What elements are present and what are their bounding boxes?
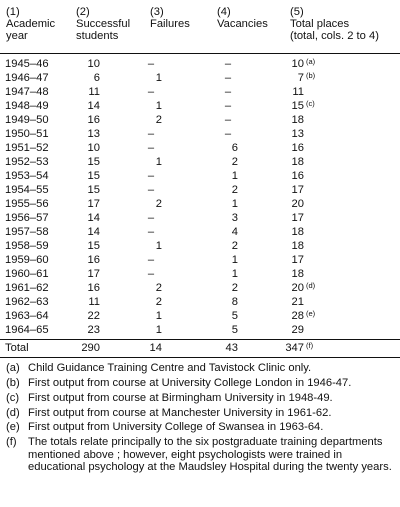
- total-row: [0, 342, 400, 354]
- table-row: [0, 212, 400, 224]
- header-num: (2): [76, 6, 90, 18]
- cell-year: 1951–52: [5, 142, 49, 154]
- cell-year: 1962–63: [5, 296, 49, 308]
- total-label: Total: [5, 342, 29, 354]
- table-row: [0, 170, 400, 182]
- header-line: Total places: [290, 18, 350, 30]
- cell-successful: 11: [88, 296, 100, 308]
- cell-year: 1959–60: [5, 254, 49, 266]
- total-footnote-marker: (f): [306, 341, 314, 350]
- cell-successful: 14: [87, 212, 100, 224]
- cell-total: 11: [292, 86, 304, 98]
- cell-vacancies: 2: [231, 282, 238, 294]
- cell-vacancies: –: [224, 100, 232, 112]
- cell-failures: 2: [155, 282, 162, 294]
- cell-total: 20: [291, 198, 304, 210]
- cell-year: 1947–48: [5, 86, 49, 98]
- cell-total: 21: [291, 296, 304, 308]
- cell-successful: 6: [93, 72, 100, 84]
- footnote-marker: (d): [306, 281, 316, 290]
- cell-failures: 1: [155, 156, 162, 168]
- table-row: [0, 282, 400, 294]
- cell-failures: 1: [155, 324, 162, 336]
- header-num: (5): [290, 6, 304, 18]
- cell-year: 1953–54: [5, 170, 49, 182]
- cell-vacancies: 1: [231, 198, 238, 210]
- cell-failures: –: [147, 142, 155, 154]
- cell-year: 1945–46: [5, 58, 49, 70]
- cell-vacancies: –: [224, 72, 232, 84]
- header-line: (total, cols. 2 to 4): [290, 30, 379, 42]
- cell-failures: –: [147, 58, 155, 70]
- header-line: students: [76, 30, 119, 42]
- cell-failures: –: [147, 170, 155, 182]
- cell-successful: 23: [87, 324, 100, 336]
- footnote-label: (c): [6, 392, 20, 404]
- cell-successful: 22: [87, 310, 100, 322]
- footnote-text: First output from course at University College London in 1946-47.: [28, 377, 352, 389]
- cell-year: 1948–49: [5, 100, 49, 112]
- total-rule-bottom: [0, 357, 400, 358]
- cell-year: 1964–65: [5, 324, 49, 336]
- footnote-text: First output from University College of Swansea in 1963-64.: [28, 421, 324, 433]
- cell-total: 16: [291, 142, 304, 154]
- footnote-text: Child Guidance Training Centre and Tavistock Clinic only.: [28, 362, 312, 374]
- cell-year: 1961–62: [5, 282, 49, 294]
- cell-total: 17: [291, 212, 304, 224]
- table-row: [0, 100, 400, 112]
- cell-vacancies: 5: [231, 310, 238, 322]
- table-row: [0, 310, 400, 322]
- cell-successful: 11: [88, 86, 100, 98]
- header-vacancies: [217, 6, 268, 30]
- footnote-label: (d): [6, 407, 20, 419]
- cell-year: 1952–53: [5, 156, 49, 168]
- header-rule: [0, 53, 400, 54]
- table-row: [0, 86, 400, 98]
- cell-vacancies: 5: [231, 324, 238, 336]
- table-row: [0, 128, 400, 140]
- header-line: Academic: [6, 18, 56, 30]
- table-row: [0, 268, 400, 280]
- cell-successful: 17: [87, 268, 100, 280]
- cell-year: 1956–57: [5, 212, 49, 224]
- cell-failures: 1: [155, 100, 162, 112]
- cell-total: 18: [291, 156, 304, 168]
- cell-successful: 10: [87, 58, 100, 70]
- cell-year: 1954–55: [5, 184, 49, 196]
- table-row: [0, 296, 400, 308]
- cell-vacancies: 2: [231, 184, 238, 196]
- cell-total: 18: [291, 226, 304, 238]
- cell-vacancies: 2: [231, 240, 238, 252]
- footnote-label: (b): [6, 377, 20, 389]
- cell-successful: 14: [87, 100, 100, 112]
- table-row: [0, 142, 400, 154]
- footnote-text: The totals relate principally to the six postgraduate training departments mentioned above ; however, eight psychologists were trained in educational psychology at the Maudsley Hospital during the twenty years.: [28, 436, 392, 473]
- cell-vacancies: 3: [231, 212, 238, 224]
- total-total: 347: [285, 342, 304, 354]
- cell-successful: 14: [87, 226, 100, 238]
- cell-vacancies: –: [224, 58, 232, 70]
- cell-year: 1957–58: [5, 226, 49, 238]
- total-vacancies: 43: [225, 342, 238, 354]
- footnote-marker: (e): [306, 309, 316, 318]
- cell-vacancies: 8: [231, 296, 238, 308]
- footnote-label: (e): [6, 421, 20, 433]
- cell-total: 17: [291, 254, 304, 266]
- cell-successful: 15: [87, 184, 100, 196]
- cell-failures: –: [147, 212, 155, 224]
- cell-total: 18: [291, 268, 304, 280]
- cell-total: 18: [291, 114, 304, 126]
- cell-failures: 2: [155, 296, 162, 308]
- table-row: [0, 240, 400, 252]
- cell-vacancies: –: [224, 114, 232, 126]
- cell-failures: 2: [155, 114, 162, 126]
- cell-vacancies: 4: [231, 226, 238, 238]
- cell-successful: 10: [87, 142, 100, 154]
- cell-vacancies: –: [224, 128, 232, 140]
- cell-total: 29: [291, 324, 304, 336]
- cell-failures: 1: [155, 310, 162, 322]
- header-line: Vacancies: [217, 18, 268, 30]
- footnote-marker: (b): [306, 71, 316, 80]
- header-line: Failures: [150, 18, 190, 30]
- footnote-label: (f): [6, 436, 17, 448]
- cell-failures: 1: [155, 72, 162, 84]
- table-row: [0, 114, 400, 126]
- cell-total: 17: [291, 184, 304, 196]
- cell-failures: 1: [155, 240, 162, 252]
- table-row: [0, 156, 400, 168]
- cell-failures: –: [147, 184, 155, 196]
- header-academic-year: [6, 6, 55, 42]
- cell-year: 1960–61: [5, 268, 49, 280]
- cell-successful: 16: [87, 114, 100, 126]
- header-line: Successful: [76, 18, 131, 30]
- table-row: [0, 72, 400, 84]
- cell-total: 18: [291, 240, 304, 252]
- cell-year: 1963–64: [5, 310, 49, 322]
- cell-failures: –: [147, 254, 155, 266]
- table-row: [0, 198, 400, 210]
- cell-total: 16: [291, 170, 304, 182]
- cell-total: 28: [291, 310, 304, 322]
- cell-vacancies: 1: [231, 268, 238, 280]
- cell-year: 1955–56: [5, 198, 49, 210]
- header-line: year: [6, 30, 28, 42]
- cell-vacancies: 2: [231, 156, 238, 168]
- cell-year: 1950–51: [5, 128, 49, 140]
- cell-year: 1949–50: [5, 114, 49, 126]
- header-num: (1): [6, 6, 20, 18]
- cell-successful: 15: [87, 156, 100, 168]
- cell-vacancies: 6: [231, 142, 238, 154]
- total-failures: 14: [149, 342, 162, 354]
- table-row: [0, 226, 400, 238]
- footnote-text: First output from course at Birmingham University in 1948-49.: [28, 392, 333, 404]
- header-total-places: [290, 6, 379, 42]
- table-row: [0, 254, 400, 266]
- cell-failures: –: [147, 226, 155, 238]
- cell-total: 15: [291, 100, 304, 112]
- cell-successful: 15: [87, 240, 100, 252]
- table-row: [0, 324, 400, 336]
- cell-failures: 2: [155, 198, 162, 210]
- cell-year: 1958–59: [5, 240, 49, 252]
- cell-failures: –: [147, 268, 155, 280]
- cell-successful: 15: [87, 170, 100, 182]
- cell-total: 10: [291, 58, 304, 70]
- footnote-label: (a): [6, 362, 20, 374]
- cell-successful: 13: [87, 128, 100, 140]
- cell-vacancies: –: [224, 86, 232, 98]
- cell-total: 13: [291, 128, 304, 140]
- table-row: [0, 184, 400, 196]
- footnote-text: First output from course at Manchester University in 1961-62.: [28, 407, 332, 419]
- total-rule-top: [0, 339, 400, 340]
- cell-failures: –: [147, 86, 155, 98]
- header-failures: [150, 6, 190, 30]
- cell-year: 1946–47: [5, 72, 49, 84]
- header-num: (3): [150, 6, 164, 18]
- cell-vacancies: 1: [231, 254, 238, 266]
- cell-successful: 16: [87, 254, 100, 266]
- cell-successful: 17: [87, 198, 100, 210]
- footnote-marker: (a): [306, 57, 316, 66]
- cell-vacancies: 1: [231, 170, 238, 182]
- header-num: (4): [217, 6, 231, 18]
- cell-failures: –: [147, 128, 155, 140]
- cell-successful: 16: [87, 282, 100, 294]
- total-successful: 290: [81, 342, 100, 354]
- table-row: [0, 58, 400, 70]
- footnote-marker: (c): [306, 99, 315, 108]
- cell-total: 7: [297, 72, 304, 84]
- cell-total: 20: [291, 282, 304, 294]
- header-successful-students: [76, 6, 130, 42]
